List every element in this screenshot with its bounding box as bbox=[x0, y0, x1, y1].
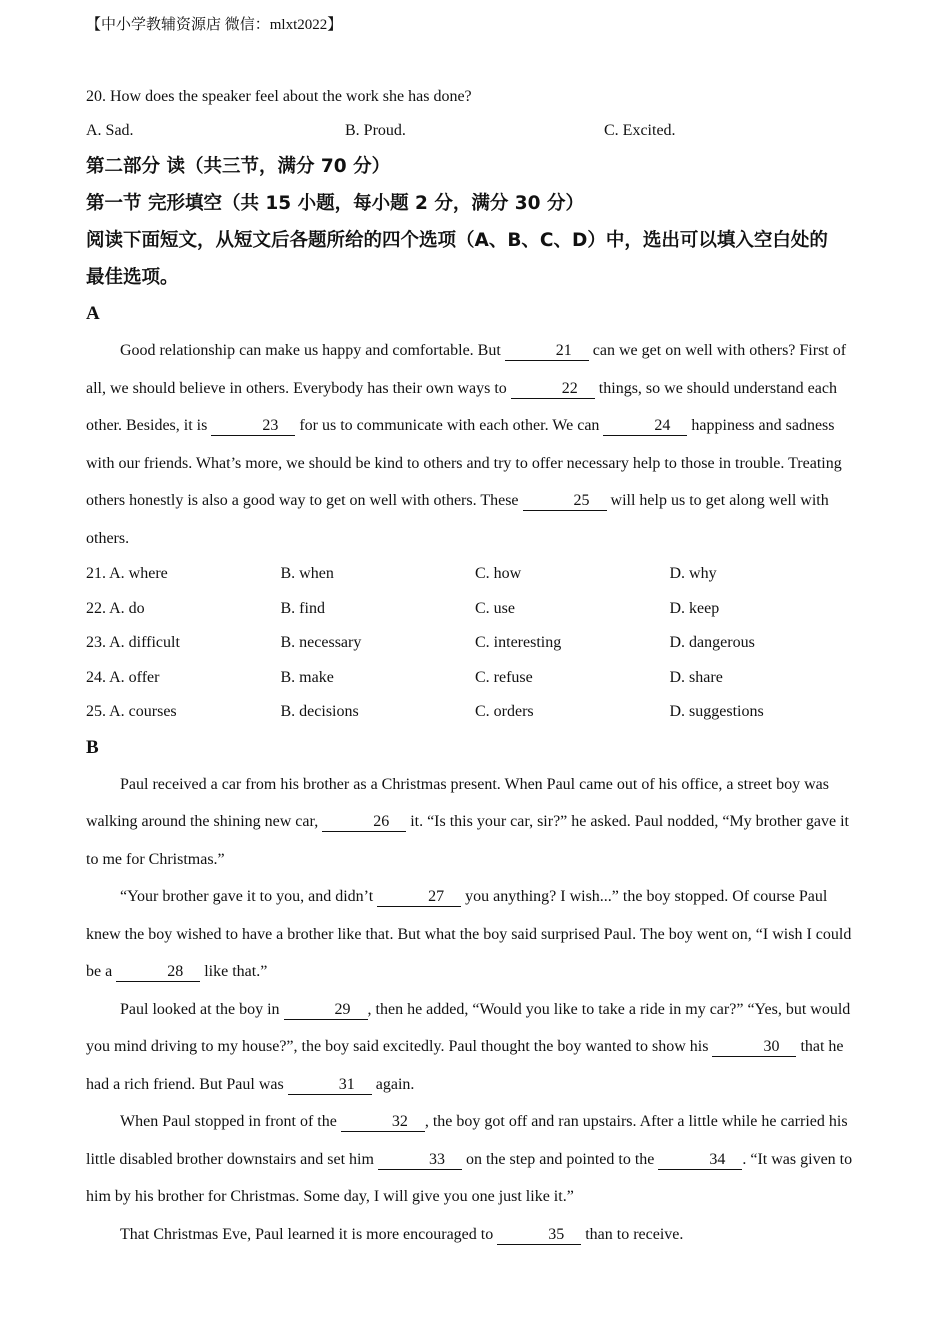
option-c: C. Excited. bbox=[604, 122, 676, 139]
blank-30: 30 bbox=[712, 1038, 796, 1057]
blank-25: 25 bbox=[523, 492, 607, 511]
q21-option-a: 21. A. where bbox=[86, 565, 168, 582]
passage-b-paragraph-5: That Christmas Eve, Paul learned it is more encouraged to 35 than to receive. bbox=[120, 1225, 684, 1243]
q23-option-c: C. interesting bbox=[475, 634, 562, 651]
passage-a-options bbox=[86, 557, 864, 730]
q21-option-b: B. when bbox=[280, 565, 334, 582]
blank-29: 29 bbox=[284, 1001, 368, 1020]
option-b: B. Proud. bbox=[345, 122, 406, 139]
passage-b-paragraph-1: Paul received a car from his brother as a Christmas present. When Paul came out of his office, a street boy was walking around the shining new car, 26 it. “Is this your car, sir?” he asked. Paul nodded, “My brother gave it to me for Christmas.” bbox=[86, 775, 849, 868]
instruction-line-1: 阅读下面短文，从短文后各题所给的四个选项（A、B、C、D）中，选出可以填入空白处的 bbox=[86, 230, 828, 251]
option-a: A. Sad. bbox=[86, 122, 134, 139]
q25-option-d: D. suggestions bbox=[669, 703, 764, 720]
blank-22: 22 bbox=[511, 380, 595, 399]
q22-option-d: D. keep bbox=[669, 599, 720, 617]
q22-option-b: B. find bbox=[280, 599, 325, 617]
blank-33: 33 bbox=[378, 1151, 462, 1170]
q24-option-d: D. share bbox=[669, 668, 723, 686]
q23-option-d: D. dangerous bbox=[669, 634, 755, 651]
q21-option-c: C. how bbox=[475, 565, 522, 582]
q22-option-a: 22. A. do bbox=[86, 599, 145, 617]
q25-option-a: 25. A. courses bbox=[86, 703, 177, 720]
part-title: 第二部分 读（共三节，满分 70 分） bbox=[86, 156, 391, 177]
passage-b-paragraph-2: “Your brother gave it to you, and didn’t 27 you anything? I wish...” the boy stopped. Of course Paul knew the boy wished to have a brother like that. But what the boy said surprised Paul. The boy went on, “I wish I could be a 28 like that.” bbox=[86, 888, 852, 980]
q24-option-a: 24. A. offer bbox=[86, 668, 160, 686]
blank-21: 21 bbox=[505, 342, 589, 361]
question-20: 20. How does the speaker feel about the work she has done? bbox=[86, 88, 472, 105]
q23-option-a: 23. A. difficult bbox=[86, 634, 180, 651]
blank-34: 34 bbox=[658, 1151, 742, 1170]
blank-31: 31 bbox=[288, 1076, 372, 1095]
q24-option-c: C. refuse bbox=[475, 668, 533, 686]
q22-option-c: C. use bbox=[475, 599, 515, 617]
passage-b-paragraph-4: When Paul stopped in front of the 32 , the boy got off and ran upstairs. After a little while he carried his little disabled brother downstairs and set him 33 on the step and pointed to the 34 . “It was given to him by his brother for Christmas. Some day, I will give you one just like it.” bbox=[86, 1113, 853, 1205]
blank-35: 35 bbox=[497, 1226, 581, 1245]
document-body bbox=[86, 80, 864, 1253]
source-header: 【中小学教辅资源店 微信：mlxt2022】 bbox=[86, 17, 343, 33]
passage-b-label: B bbox=[86, 736, 99, 758]
blank-28: 28 bbox=[116, 963, 200, 982]
passage-a-label: A bbox=[86, 303, 100, 324]
section-title: 第一节 完形填空（共 15 小题，每小题 2 分，满分 30 分） bbox=[86, 193, 584, 214]
q24-option-b: B. make bbox=[280, 668, 334, 686]
blank-32: 32 bbox=[341, 1113, 425, 1132]
q21-option-d: D. why bbox=[669, 565, 717, 582]
blank-26: 26 bbox=[322, 813, 406, 832]
q25-option-b: B. decisions bbox=[280, 703, 359, 720]
q25-option-c: C. orders bbox=[475, 703, 534, 720]
question-20-options bbox=[86, 114, 864, 148]
passage-a-text: Good relationship can make us happy and comfortable. But 21 can we get on well with others? First of all, we should believe in others. Everybody has their own ways to 22 things, so we should understand each other. Besides, it is 23 for us to communicate with each other. We can 24 happiness and sadness with our friends. What’s more, we should be kind to others and try to offer necessary help to those in trouble. Treating others honestly is also a good way to get on well with others. These 25 will help us to get along well with others. bbox=[86, 342, 847, 547]
blank-27: 27 bbox=[377, 888, 461, 907]
blank-24: 24 bbox=[603, 417, 687, 436]
instruction-line-2: 最佳选项。 bbox=[86, 267, 179, 288]
passage-b-paragraph-3: Paul looked at the boy in 29 , then he added, “Would you like to take a ride in my car?” “Yes, but would you mind driving to my house?”, the boy said excitedly. Paul thought the boy wanted to show his 30 that he had a rich friend. But Paul was 31 again. bbox=[86, 1000, 851, 1093]
blank-23: 23 bbox=[211, 417, 295, 436]
q23-option-b: B. necessary bbox=[280, 634, 362, 651]
